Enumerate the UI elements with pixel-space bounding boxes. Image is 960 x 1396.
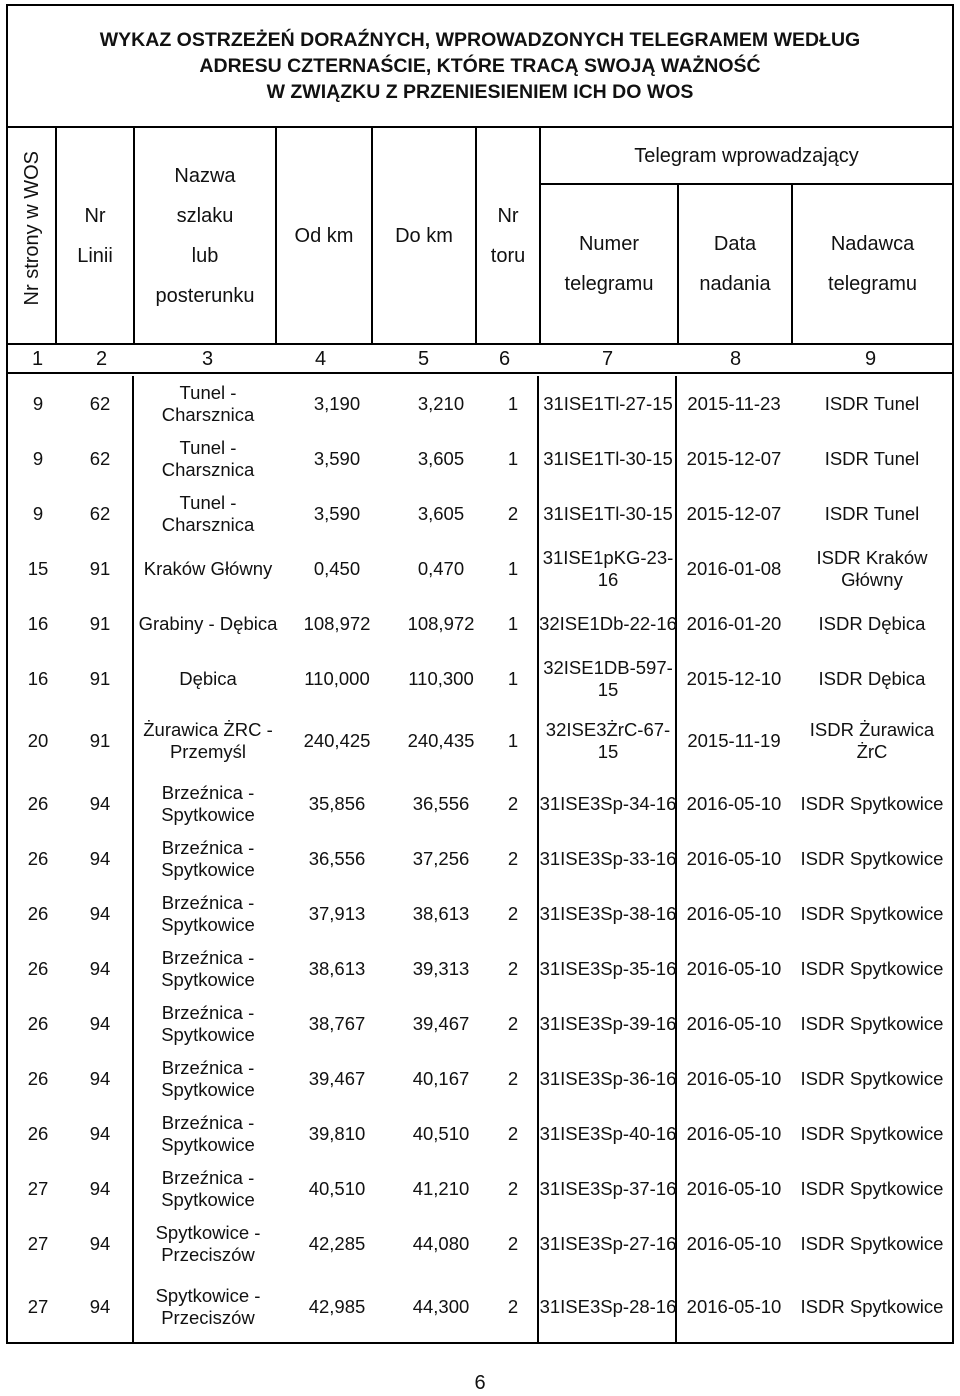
cell-date: 2015-12-07 [686, 502, 782, 524]
cell-line: 94 [89, 1295, 111, 1317]
document-title [8, 6, 952, 128]
cell-track: 2 [507, 902, 519, 924]
header-line-number-l1: Nr [84, 204, 106, 227]
column-number: 8 [730, 348, 742, 370]
table-row [8, 1216, 952, 1271]
header-to-km: Do km [372, 128, 476, 344]
cell-name: Dębica [179, 667, 237, 689]
cell-number: 31ISE1Tl-30-15 [543, 447, 673, 469]
table-row [8, 886, 952, 941]
cell-to: 39,313 [412, 957, 470, 979]
cell-number: 31ISE3Sp-40-16 [539, 1122, 677, 1144]
cell-page: 26 [27, 957, 49, 979]
cell-line: 94 [89, 1177, 111, 1199]
title-line-3: W ZWIĄZKU Z PRZENIESIENIEM ICH DO WOS [266, 81, 694, 103]
cell-page: 16 [27, 612, 49, 634]
cell-page: 16 [27, 667, 49, 689]
cell-date: 2016-01-20 [686, 612, 782, 634]
cell-line: 91 [89, 667, 111, 689]
page-number: 6 [474, 1372, 486, 1394]
cell-sender: ISDR Tunel [824, 392, 920, 414]
cell-track: 1 [507, 730, 519, 751]
cell-to: 44,080 [412, 1232, 470, 1254]
cell-track: 2 [507, 1232, 519, 1254]
cell-sender: ISDR Spytkowice [800, 1177, 944, 1199]
cell-track: 2 [507, 1295, 519, 1317]
cell-page: 26 [27, 902, 49, 924]
cell-line: 91 [89, 730, 111, 751]
cell-name: Brzeźnica - Spytkowice [161, 1001, 255, 1045]
cell-name: Spytkowice - Przeciszów [155, 1284, 261, 1328]
cell-sender: ISDR Spytkowice [800, 1012, 944, 1034]
header-telegram-number [540, 184, 678, 344]
column-number: 6 [499, 348, 511, 370]
cell-name: Brzeźnica - Spytkowice [161, 1056, 255, 1100]
cell-sender: ISDR Spytkowice [800, 957, 944, 979]
cell-page: 27 [27, 1295, 49, 1317]
column-number: 1 [32, 348, 44, 370]
cell-page: 26 [27, 1122, 49, 1144]
cell-sender: ISDR Spytkowice [800, 902, 944, 924]
cell-track: 1 [507, 392, 519, 414]
header-route-name-l4: posterunku [155, 284, 255, 307]
cell-line: 62 [89, 392, 111, 414]
cell-from: 110,000 [304, 667, 370, 689]
cell-line: 94 [89, 792, 111, 814]
cell-page: 27 [27, 1177, 49, 1199]
cell-to: 40,167 [412, 1067, 470, 1089]
cell-name: Kraków Główny [143, 557, 273, 579]
cell-from: 37,913 [308, 902, 366, 924]
cell-number: 31ISE3Sp-27-16 [539, 1232, 677, 1254]
cell-name: Tunel - Charsznica [161, 436, 255, 480]
cell-number: 31ISE3Sp-34-16 [539, 792, 677, 814]
cell-line: 94 [89, 1122, 111, 1144]
cell-number: 31ISE3Sp-33-16 [539, 847, 677, 869]
table-row [8, 376, 952, 431]
header-track-number [476, 128, 540, 344]
cell-from: 3,190 [313, 392, 361, 414]
cell-sender: ISDR Kraków Główny [816, 546, 928, 590]
cell-to: 0,470 [417, 557, 465, 579]
cell-track: 2 [507, 1067, 519, 1089]
cell-to: 37,256 [412, 847, 470, 869]
header-send-date-l2: nadania [699, 273, 771, 295]
cell-number: 31ISE3Sp-39-16 [539, 1012, 677, 1034]
column-number: 3 [202, 348, 214, 370]
cell-from: 39,467 [308, 1067, 366, 1089]
header-page-in-wos [8, 128, 56, 344]
table-row [8, 1051, 952, 1106]
cell-page: 27 [27, 1232, 49, 1254]
cell-to: 40,510 [412, 1122, 470, 1144]
cell-from: 3,590 [313, 502, 361, 524]
table-row [8, 831, 952, 886]
cell-to: 3,210 [417, 392, 465, 414]
header-track-number-l2: toru [490, 244, 526, 267]
cell-number: 32ISE1DB-597-15 [543, 656, 673, 700]
table-row [8, 541, 952, 596]
cell-track: 1 [507, 667, 519, 689]
header-sender-l2: telegramu [828, 273, 917, 295]
cell-number: 31ISE3Sp-36-16 [539, 1067, 677, 1089]
header-sender-l1: Nadawca [830, 233, 915, 255]
cell-to: 39,467 [412, 1012, 470, 1034]
cell-date: 2016-05-10 [686, 902, 782, 924]
cell-page: 26 [27, 847, 49, 869]
cell-to: 108,972 [407, 612, 475, 634]
cell-name: Tunel - Charsznica [161, 491, 255, 535]
cell-date: 2016-05-10 [686, 847, 782, 869]
cell-to: 110,300 [408, 667, 474, 689]
column-number: 5 [418, 348, 430, 370]
cell-sender: ISDR Tunel [824, 502, 920, 524]
table-row [8, 776, 952, 831]
cell-page: 9 [32, 447, 44, 469]
cell-track: 2 [507, 1122, 519, 1144]
cell-date: 2016-05-10 [686, 1067, 782, 1089]
cell-to: 38,613 [412, 902, 470, 924]
header-route-name-l1: Nazwa [174, 164, 236, 187]
cell-date: 2016-05-10 [686, 1122, 782, 1144]
cell-sender: ISDR Spytkowice [800, 1295, 944, 1317]
table-row [8, 1106, 952, 1161]
cell-page: 9 [32, 502, 44, 524]
cell-number: 31ISE3Sp-37-16 [539, 1177, 677, 1199]
cell-number: 31ISE3Sp-35-16 [539, 957, 677, 979]
header-telegram-number-l1: Numer [578, 233, 639, 255]
cell-sender: ISDR Dębica [818, 667, 926, 689]
cell-name: Żurawica ŻRC - Przemyśl [143, 719, 273, 762]
cell-number: 31ISE1Tl-30-15 [543, 502, 673, 524]
cell-date: 2015-11-23 [687, 392, 781, 414]
cell-to: 240,435 [407, 730, 475, 751]
cell-sender: ISDR Spytkowice [800, 1122, 944, 1144]
header-track-number-l1: Nr [497, 204, 519, 227]
cell-from: 240,425 [303, 730, 371, 751]
title-line-2: ADRESU CZTERNAŚCIE, KTÓRE TRACĄ SWOJĄ WAŻNOŚĆ [199, 55, 761, 77]
cell-line: 94 [89, 1067, 111, 1089]
header-route-name [134, 128, 276, 344]
cell-from: 3,590 [313, 447, 361, 469]
cell-track: 2 [507, 502, 519, 524]
cell-date: 2016-05-10 [686, 1177, 782, 1199]
cell-from: 38,613 [308, 957, 366, 979]
cell-date: 2016-05-10 [686, 1232, 782, 1254]
table-row [8, 651, 952, 706]
cell-number: 31ISE3Sp-28-16 [539, 1295, 677, 1317]
cell-to: 41,210 [412, 1177, 470, 1199]
cell-page: 15 [27, 557, 49, 579]
table-row [8, 596, 952, 651]
cell-line: 62 [89, 447, 111, 469]
column-number: 9 [865, 348, 877, 370]
cell-page: 26 [27, 1067, 49, 1089]
column-number: 2 [96, 348, 108, 370]
cell-page: 9 [32, 392, 44, 414]
cell-number: 31ISE1Tl-27-15 [543, 392, 673, 414]
cell-line: 94 [89, 1012, 111, 1034]
table-row [8, 941, 952, 996]
header-from-km: Od km [276, 128, 372, 344]
table-row [8, 486, 952, 541]
header-sender [792, 184, 952, 344]
table-row [8, 1279, 952, 1334]
cell-name: Brzeźnica - Spytkowice [161, 891, 255, 935]
cell-sender: ISDR Tunel [824, 447, 920, 469]
cell-date: 2016-05-10 [686, 1295, 782, 1317]
cell-date: 2016-01-08 [686, 557, 782, 579]
cell-name: Brzeźnica - Spytkowice [161, 1166, 255, 1210]
cell-date: 2015-12-10 [686, 667, 782, 689]
cell-name: Spytkowice - Przeciszów [155, 1221, 261, 1265]
cell-page: 20 [27, 730, 49, 751]
cell-from: 108,972 [303, 612, 371, 634]
cell-sender: ISDR Żurawica ŻrC [809, 719, 935, 762]
cell-name: Tunel - Charsznica [161, 381, 255, 425]
column-number: 4 [315, 348, 327, 370]
cell-from: 38,767 [308, 1012, 366, 1034]
cell-line: 94 [89, 847, 111, 869]
cell-line: 62 [89, 502, 111, 524]
cell-track: 1 [507, 612, 519, 634]
cell-date: 2016-05-10 [686, 957, 782, 979]
cell-sender: ISDR Spytkowice [800, 847, 944, 869]
cell-from: 0,450 [313, 557, 361, 579]
cell-from: 36,556 [308, 847, 366, 869]
cell-track: 2 [507, 792, 519, 814]
cell-track: 2 [507, 847, 519, 869]
column-numbers-row [8, 344, 952, 374]
cell-line: 91 [89, 612, 111, 634]
cell-track: 1 [507, 447, 519, 469]
title-line-1: WYKAZ OSTRZEŻEŃ DORAŹNYCH, WPROWADZONYCH TELEGRAMEM WEDŁUG [99, 29, 861, 51]
cell-to: 3,605 [417, 447, 465, 469]
header-route-name-l2: szlaku [176, 204, 234, 227]
cell-date: 2016-05-10 [686, 1012, 782, 1034]
header-telegram-number-l2: telegramu [564, 273, 654, 295]
cell-sender: ISDR Dębica [818, 612, 926, 634]
cell-track: 2 [507, 1012, 519, 1034]
cell-page: 26 [27, 792, 49, 814]
cell-track: 1 [507, 557, 519, 579]
header-page-in-wos-label: Nr strony w WOS [20, 151, 43, 306]
cell-to: 36,556 [412, 792, 470, 814]
table-row [8, 431, 952, 486]
header-line-number-l2: Linii [77, 244, 113, 267]
cell-from: 35,856 [308, 792, 366, 814]
cell-to: 3,605 [417, 502, 465, 524]
table-row [8, 996, 952, 1051]
header-route-name-l3: lub [191, 244, 219, 267]
cell-to: 44,300 [412, 1295, 470, 1317]
header-line-number [56, 128, 134, 344]
cell-number: 32ISE3ŻrC-67-15 [545, 719, 671, 762]
cell-date: 2016-05-10 [686, 792, 782, 814]
cell-name: Brzeźnica - Spytkowice [161, 836, 255, 880]
cell-name: Brzeźnica - Spytkowice [161, 781, 255, 825]
cell-date: 2015-11-19 [687, 730, 781, 751]
cell-number: 32ISE1Db-22-16 [539, 612, 677, 634]
cell-name: Brzeźnica - Spytkowice [161, 946, 255, 990]
cell-sender: ISDR Spytkowice [800, 792, 944, 814]
cell-track: 2 [507, 957, 519, 979]
table-row [8, 1161, 952, 1216]
cell-number: 31ISE1pKG-23-16 [542, 546, 674, 590]
cell-date: 2015-12-07 [686, 447, 782, 469]
header-telegram-group: Telegram wprowadzający [540, 128, 952, 184]
cell-from: 40,510 [308, 1177, 366, 1199]
cell-line: 94 [89, 957, 111, 979]
cell-track: 2 [507, 1177, 519, 1199]
cell-name: Grabiny - Dębica [138, 612, 278, 634]
cell-from: 42,285 [308, 1232, 366, 1254]
header-table [8, 128, 952, 345]
header-send-date-l1: Data [713, 233, 757, 255]
header-send-date [678, 184, 792, 344]
cell-name: Brzeźnica - Spytkowice [161, 1111, 255, 1155]
cell-from: 39,810 [308, 1122, 366, 1144]
column-number: 7 [602, 348, 614, 370]
cell-number: 31ISE3Sp-38-16 [539, 902, 677, 924]
cell-line: 91 [89, 557, 111, 579]
cell-from: 42,985 [308, 1295, 366, 1317]
cell-page: 26 [27, 1012, 49, 1034]
cell-line: 94 [89, 1232, 111, 1254]
table-row [8, 706, 952, 776]
cell-sender: ISDR Spytkowice [800, 1232, 944, 1254]
cell-line: 94 [89, 902, 111, 924]
cell-sender: ISDR Spytkowice [800, 1067, 944, 1089]
